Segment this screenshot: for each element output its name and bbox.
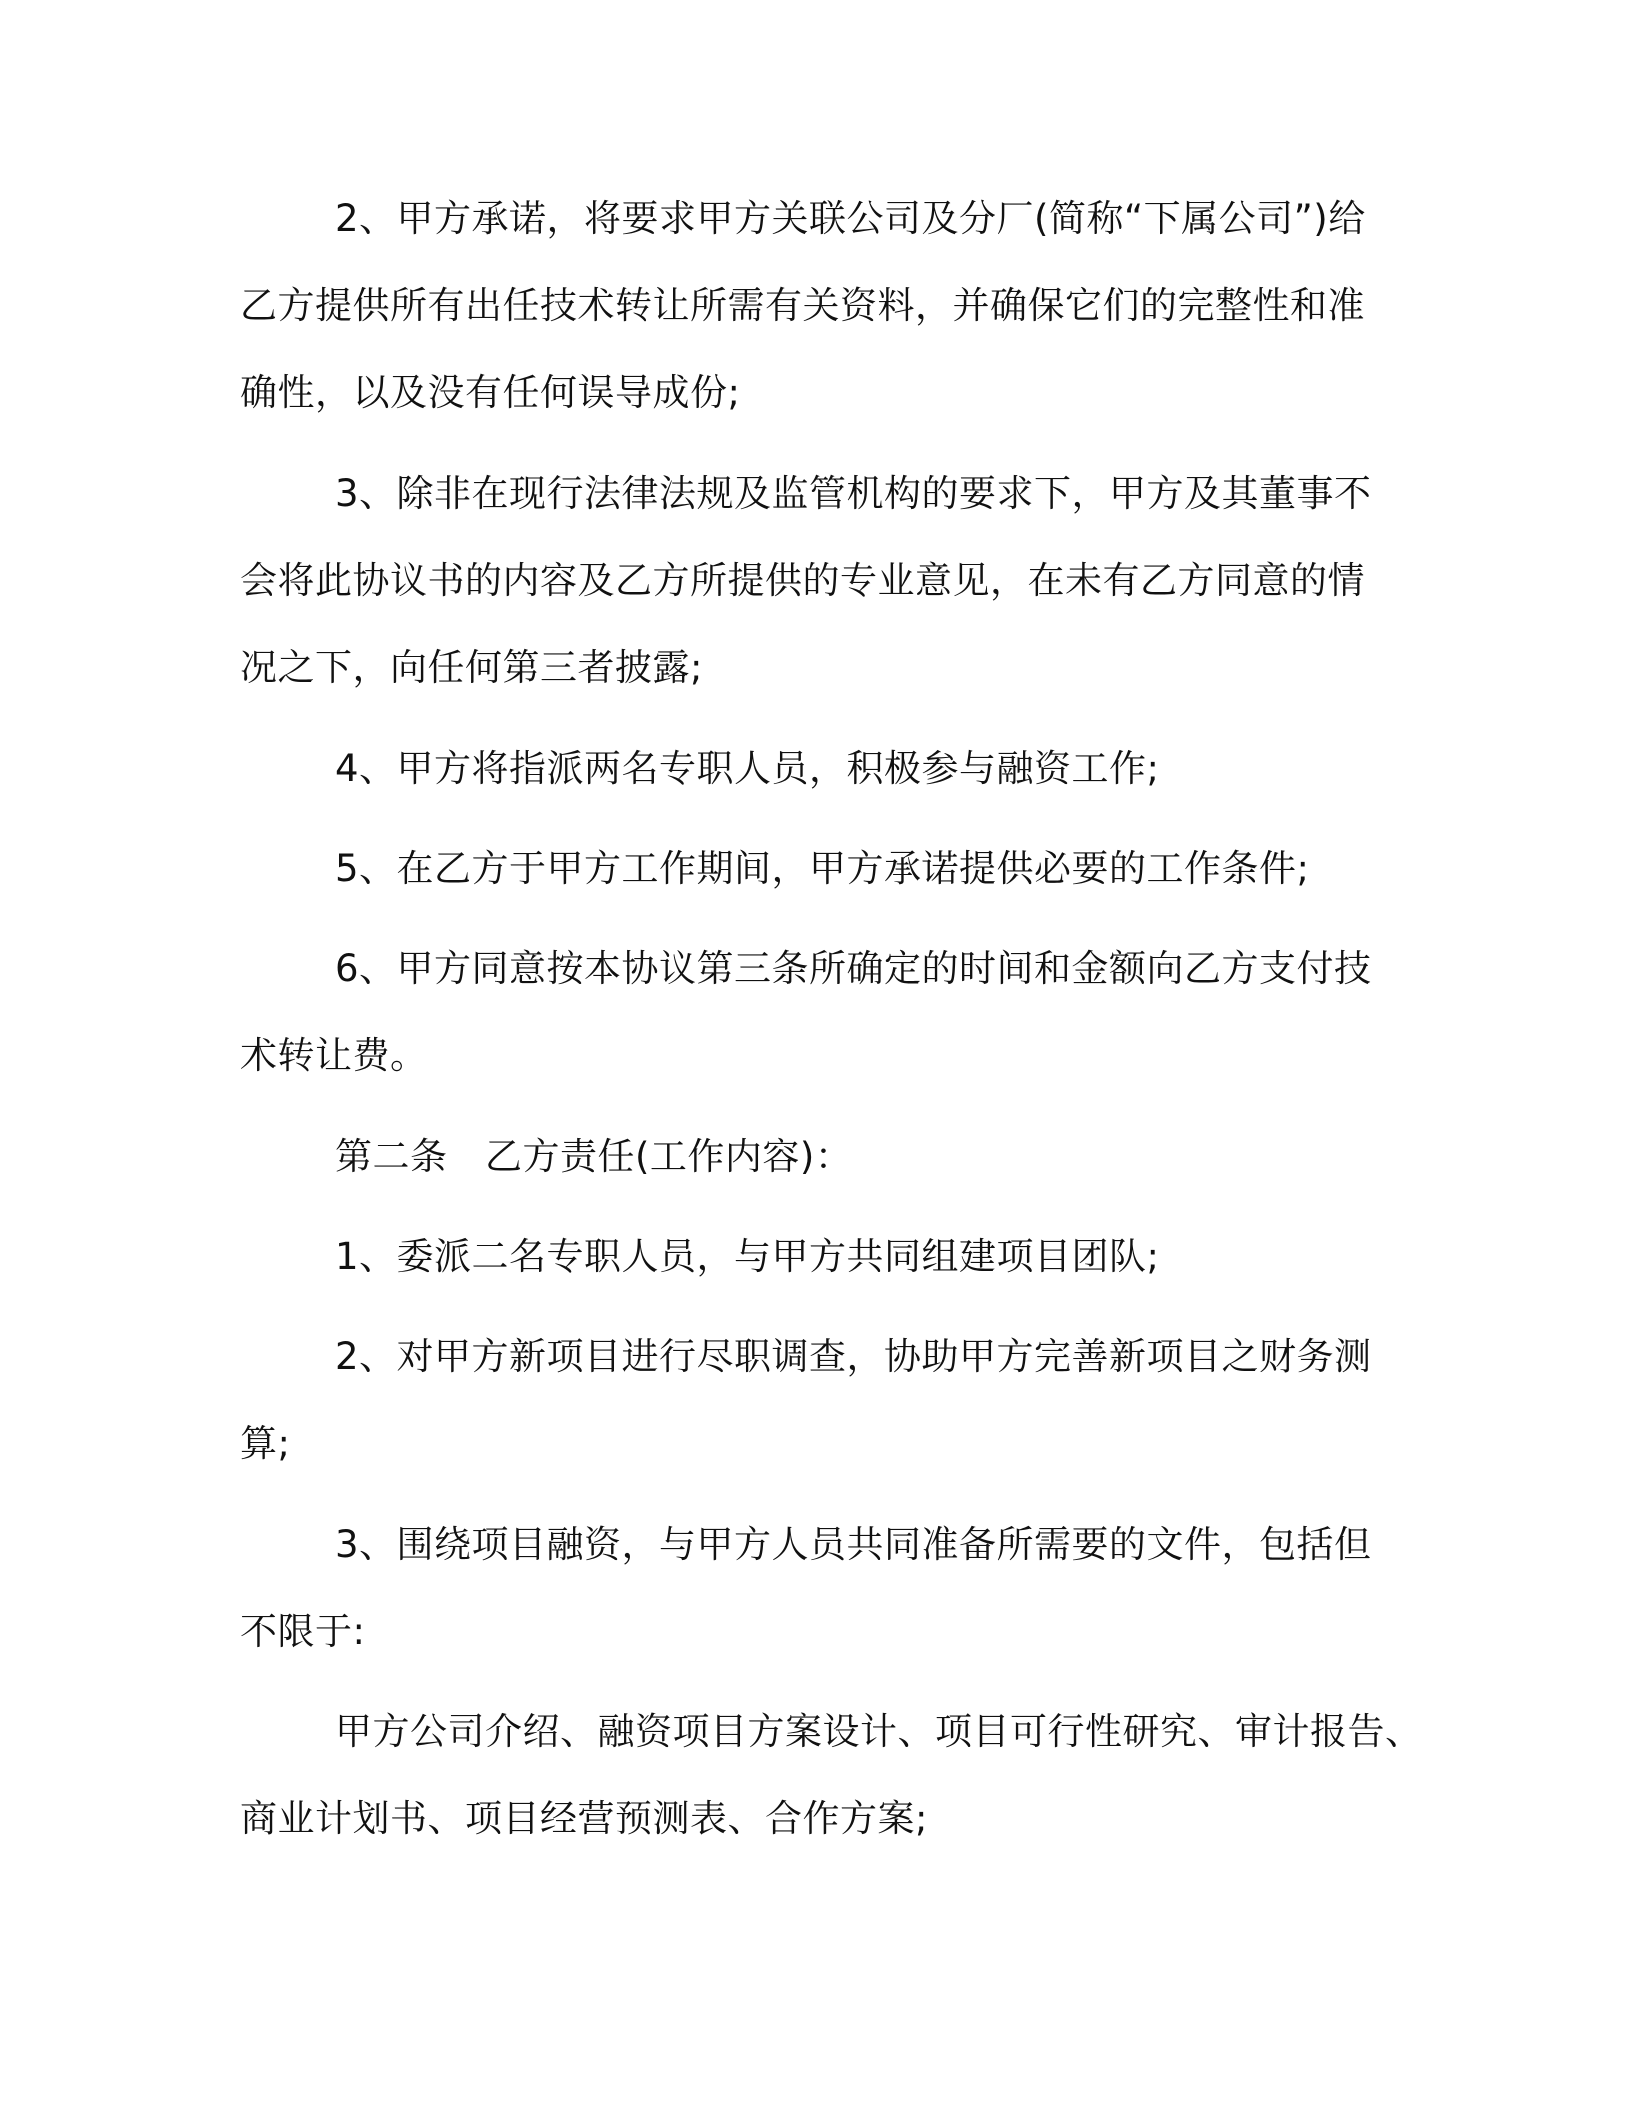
clause-1-3-line-1: 3、除非在现行法律法规及监管机构的要求下，甲方及其董事不	[335, 472, 1372, 515]
clause-1-3-line-2: 会将此协议书的内容及乙方所提供的专业意见，在未有乙方同意的情	[240, 559, 1365, 602]
article-2-heading: 第二条 乙方责任(工作内容)：	[335, 1135, 853, 1178]
clause-1-6-line-2: 术转让费。	[240, 1034, 428, 1077]
clause-2-3-line-1: 3、围绕项目融资，与甲方人员共同准备所需要的文件，包括但	[335, 1523, 1372, 1566]
clause-2-2-line-1: 2、对甲方新项目进行尽职调查，协助甲方完善新项目之财务测	[335, 1335, 1372, 1378]
clause-1-4-line-1: 4、甲方将指派两名专职人员，积极参与融资工作;	[335, 747, 1160, 790]
documents-list-line-2: 商业计划书、项目经营预测表、合作方案;	[240, 1797, 928, 1840]
clause-1-5-line-1: 5、在乙方于甲方工作期间，甲方承诺提供必要的工作条件;	[335, 847, 1310, 890]
documents-list-line-1: 甲方公司介绍、融资项目方案设计、项目可行性研究、审计报告、	[335, 1710, 1423, 1753]
clause-2-1-line-1: 1、委派二名专职人员，与甲方共同组建项目团队;	[335, 1235, 1160, 1278]
clause-2-3-line-2: 不限于:	[240, 1610, 366, 1653]
clause-1-2-line-3: 确性，以及没有任何误导成份;	[240, 371, 741, 414]
clause-1-2-line-2: 乙方提供所有出任技术转让所需有关资料，并确保它们的完整性和准	[240, 284, 1365, 327]
clause-1-6-line-1: 6、甲方同意按本协议第三条所确定的时间和金额向乙方支付技	[335, 947, 1372, 990]
clause-1-3-line-3: 况之下，向任何第三者披露;	[240, 646, 703, 689]
clause-2-2-line-2: 算;	[240, 1422, 291, 1465]
clause-1-2-line-1: 2、甲方承诺，将要求甲方关联公司及分厂(简称“下属公司”)给	[335, 197, 1366, 240]
